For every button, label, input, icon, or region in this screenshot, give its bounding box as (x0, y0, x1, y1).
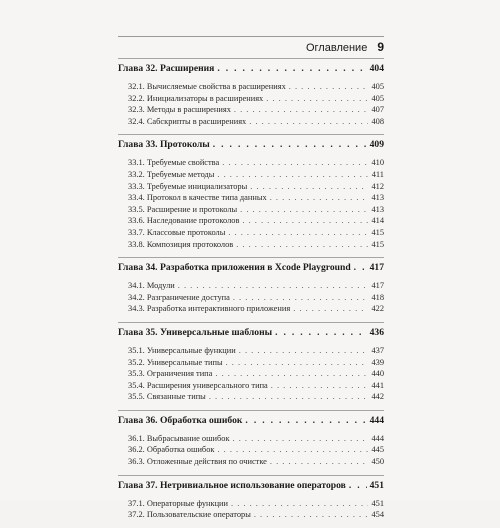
dot-leader (266, 94, 368, 103)
dot-leader (249, 117, 368, 126)
section-entry[interactable] (118, 228, 384, 240)
dot-leader (222, 158, 368, 167)
section-title: 32.3. Методы в расширениях (128, 105, 231, 115)
section-title: 35.2. Универсальные типы (128, 357, 223, 367)
section-page: 413 (371, 204, 384, 214)
section-page: 418 (371, 292, 384, 302)
dot-leader (293, 304, 368, 313)
section-entry[interactable] (118, 182, 384, 194)
dot-leader (233, 434, 369, 443)
toc-chapter (118, 410, 384, 469)
section-page: 405 (371, 93, 384, 103)
chapter-page: 417 (369, 262, 384, 274)
chapter-entry[interactable] (118, 415, 384, 430)
chapter-title: Глава 36. Обработка ошибок (118, 414, 243, 426)
section-title: 35.5. Связанные типы (128, 392, 206, 402)
section-page: 412 (371, 181, 384, 191)
section-page: 441 (371, 380, 384, 390)
chapter-page: 451 (369, 479, 384, 491)
dot-leader (209, 392, 369, 401)
section-page: 422 (371, 304, 384, 314)
section-title: 36.2. Обработка ошибок (128, 445, 215, 455)
dot-leader (178, 281, 369, 290)
section-title: 33.2. Требуемые методы (128, 169, 215, 179)
dot-leader (349, 480, 367, 491)
section-title: 33.8. Композиция протоколов (128, 239, 234, 249)
chapter-page: 404 (369, 63, 384, 74)
section-title: 35.3. Ограничения типа (128, 369, 213, 379)
chapter-title: Глава 33. Протоколы (118, 139, 210, 151)
dot-leader (245, 415, 366, 426)
section-title: 32.4. Сабскрипты в расширениях (128, 116, 247, 126)
section-entry[interactable] (118, 158, 384, 170)
chapter-entry[interactable] (118, 139, 384, 154)
dot-leader (217, 445, 368, 454)
toc-chapter (118, 475, 384, 522)
section-title: 32.1. Вычисляемые свойства в расширениях (128, 82, 286, 91)
section-entry[interactable] (118, 304, 384, 316)
section-page: 415 (371, 227, 384, 237)
chapter-title: Глава 32. Расширения (118, 63, 215, 74)
section-page: 405 (371, 82, 384, 91)
section-title: 33.4. Протокол в качестве типа данных (128, 193, 267, 203)
chapter-entry[interactable] (118, 262, 384, 277)
section-entry[interactable] (118, 105, 384, 117)
dot-leader (270, 457, 369, 466)
section-entry[interactable] (118, 358, 384, 370)
dot-leader (239, 346, 369, 355)
section-page: 442 (371, 392, 384, 402)
section-title: 37.2. Пользовательские операторы (128, 510, 251, 520)
dot-leader (289, 82, 369, 91)
section-entry[interactable] (118, 117, 384, 129)
chapter-title: Глава 34. Разработка приложения в Xcode Playground (118, 262, 351, 274)
dot-leader (217, 63, 366, 74)
dot-leader (231, 499, 368, 508)
dot-leader (242, 216, 368, 225)
section-page: 407 (371, 105, 384, 115)
dot-leader (254, 510, 369, 519)
dot-leader (217, 170, 368, 179)
section-title: 35.1. Универсальные функции (128, 345, 236, 355)
toc-chapter (118, 322, 384, 404)
toc-chapter (118, 58, 384, 128)
section-page: 413 (371, 193, 384, 203)
chapter-title: Глава 37. Нетривиальное использование операторов (118, 479, 346, 491)
section-page: 445 (371, 445, 384, 455)
section-page: 451 (371, 498, 384, 508)
dot-leader (226, 358, 369, 367)
section-title: 33.1. Требуемые свойства (128, 158, 220, 168)
chapter-entry[interactable] (118, 480, 384, 495)
section-title: 34.2. Разграничение доступа (128, 292, 230, 302)
section-entry[interactable] (118, 392, 384, 404)
section-entry[interactable] (118, 170, 384, 182)
dot-leader (354, 262, 367, 273)
section-entry[interactable] (118, 216, 384, 228)
section-title: 33.7. Классовые протоколы (128, 227, 226, 237)
section-title: 36.3. Отложенные действия по очистке (128, 457, 267, 467)
chapter-page: 436 (369, 326, 384, 338)
chapter-page: 444 (369, 414, 384, 426)
section-entry[interactable] (118, 369, 384, 381)
section-entry[interactable] (118, 193, 384, 205)
toc-chapter (118, 134, 384, 251)
section-page: 437 (371, 345, 384, 355)
section-title: 34.1. Модули (128, 281, 175, 291)
section-title: 37.1. Операторные функции (128, 498, 229, 508)
dot-leader (233, 293, 369, 302)
section-title: 36.1. Выбрасывание ошибок (128, 433, 230, 443)
section-page: 450 (371, 457, 384, 467)
dot-leader (215, 369, 368, 378)
section-entry[interactable] (118, 499, 384, 511)
section-page: 411 (371, 169, 384, 179)
dot-leader (228, 228, 368, 237)
dot-leader (213, 139, 367, 150)
section-entry[interactable] (118, 94, 384, 106)
section-page: 415 (371, 239, 384, 249)
section-page: 440 (371, 369, 384, 379)
dot-leader (271, 381, 369, 390)
section-entry[interactable] (118, 457, 384, 469)
section-entry[interactable] (118, 240, 384, 252)
running-header (118, 36, 384, 56)
section-title: 33.6. Наследование протоколов (128, 216, 240, 226)
section-entry[interactable] (118, 205, 384, 217)
header-page-number: 9 (377, 40, 384, 54)
section-title: 35.4. Расширения универсального типа (128, 380, 268, 390)
section-entry[interactable] (118, 381, 384, 393)
section-page: 454 (371, 510, 384, 520)
section-page: 414 (371, 216, 384, 226)
table-of-contents (118, 58, 384, 528)
chapter-page: 409 (369, 139, 384, 151)
section-page: 444 (371, 433, 384, 443)
section-title: 34.3. Разработка интерактивного приложения (128, 304, 291, 314)
dot-leader (234, 105, 369, 114)
dot-leader (270, 193, 369, 202)
section-entry[interactable] (118, 293, 384, 305)
dot-leader (240, 205, 368, 214)
header-title: Оглавление (305, 42, 368, 54)
section-entry[interactable] (118, 82, 384, 94)
section-page: 417 (371, 281, 384, 291)
section-page: 410 (371, 158, 384, 168)
chapter-title: Глава 35. Универсальные шаблоны (118, 326, 273, 338)
chapter-entry[interactable] (118, 63, 384, 78)
dot-leader (236, 240, 368, 249)
section-title: 33.5. Расширение и протоколы (128, 204, 238, 214)
chapter-entry[interactable] (118, 327, 384, 342)
dot-leader (275, 327, 367, 338)
section-title: 33.3. Требуемые инициализаторы (128, 181, 248, 191)
section-entry[interactable] (118, 510, 384, 522)
dot-leader (250, 182, 368, 191)
section-entry[interactable] (118, 445, 384, 457)
section-entry[interactable] (118, 434, 384, 446)
section-page: 439 (371, 357, 384, 367)
section-entry[interactable] (118, 346, 384, 358)
toc-chapter (118, 257, 384, 316)
section-title: 32.2. Инициализаторы в расширениях (128, 93, 264, 103)
section-page: 408 (371, 116, 384, 126)
section-entry[interactable] (118, 281, 384, 293)
